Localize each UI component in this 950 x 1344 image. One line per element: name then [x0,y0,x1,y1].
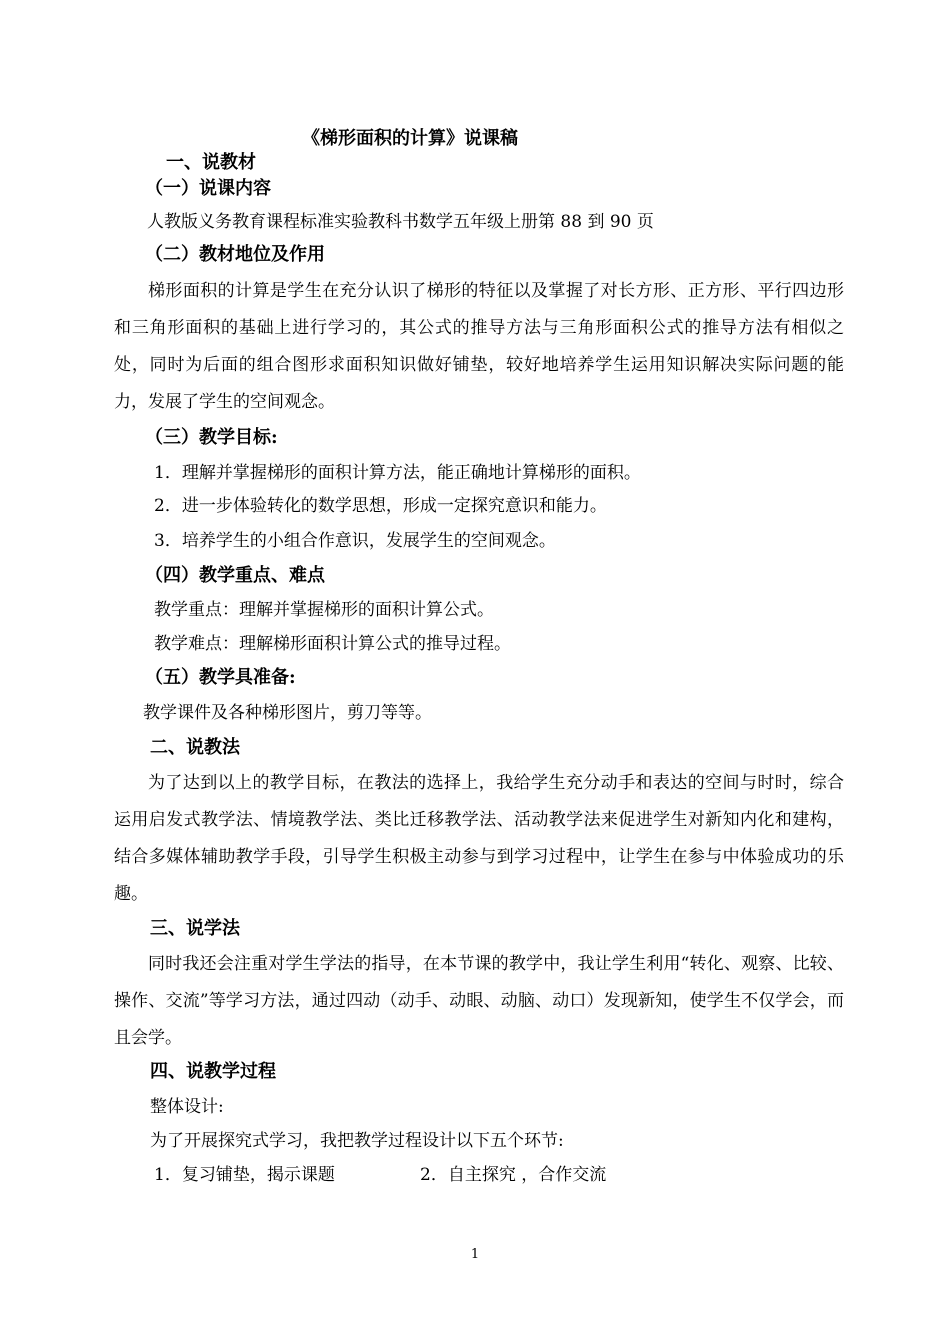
process-step-1: 1．复习铺垫，揭示课题 [154,1165,335,1185]
section-3-heading: 三、说学法 [150,918,240,939]
subsection-4-heading: （四）教学重点、难点 [145,565,325,586]
subsection-3-heading: （三）教学目标: [145,427,278,448]
page-number: 1 [470,1247,480,1262]
subsection-5-heading: （五）教学具准备: [145,667,296,688]
document-title: 《梯形面积的计算》说课稿 [302,128,518,149]
section-3-paragraph: 同时我还会注重对学生学法的指导，在本节课的教学中，我让学生利用“转化、观察、比较、操作、交流”等学习方法，通过四动（动手、动眼、动脑、动口）发现新知，使学生不仅学会，而且会学。 [114,954,844,1048]
subsection-1-heading: （一）说课内容 [145,178,271,199]
difficult-point-text: 教学难点：理解梯形面积计算公式的推导过程。 [154,634,511,654]
subsection-1-text: 人教版义务教育课程标准实验教科书数学五年级上册第 88 到 90 页 [147,212,654,232]
subsection-2-paragraph: 梯形面积的计算是学生在充分认识了梯形的特征以及掌握了对长方形、正方形、平行四边形和三角形面积的基础上进行学习的，其公式的推导方法与三角形面积公式的推导方法有相似之处，同时为后面的组合图形求面积知识做好铺垫，较好地培养学生运用知识解决实际问题的能力，发展了学生的空间观念。 [114,281,844,412]
section-2-heading: 二、说教法 [150,737,240,758]
subsection-5-text: 教学课件及各种梯形图片，剪刀等等。 [143,703,432,723]
subsection-2-heading: （二）教材地位及作用 [145,244,325,265]
objective-item-2: 2．进一步体验转化的数学思想，形成一定探究意识和能力。 [154,496,607,516]
process-intro-text: 为了开展探究式学习，我把教学过程设计以下五个环节: [150,1131,564,1151]
key-point-text: 教学重点：理解并掌握梯形的面积计算公式。 [154,600,494,620]
section-2-paragraph: 为了达到以上的教学目标，在教法的选择上，我给学生充分动手和表达的空间与时时，综合运用启发式教学法、情境教学法、类比迁移教学法、活动教学法来促进学生对新知内化和建构，结合多媒体辅助教学手段，引导学生积极主动参与到学习过程中，让学生在参与中体验成功的乐趣。 [114,773,844,904]
section-4-heading: 四、说教学过程 [150,1061,276,1082]
objective-item-1: 1．理解并掌握梯形的面积计算方法，能正确地计算梯形的面积。 [154,463,641,483]
section-1-heading: 一、说教材 [166,152,256,173]
overall-design-label: 整体设计: [150,1097,224,1117]
process-step-2: 2．自主探究 ，合作交流 [420,1165,607,1185]
objective-item-3: 3．培养学生的小组合作意识，发展学生的空间观念。 [154,531,556,551]
